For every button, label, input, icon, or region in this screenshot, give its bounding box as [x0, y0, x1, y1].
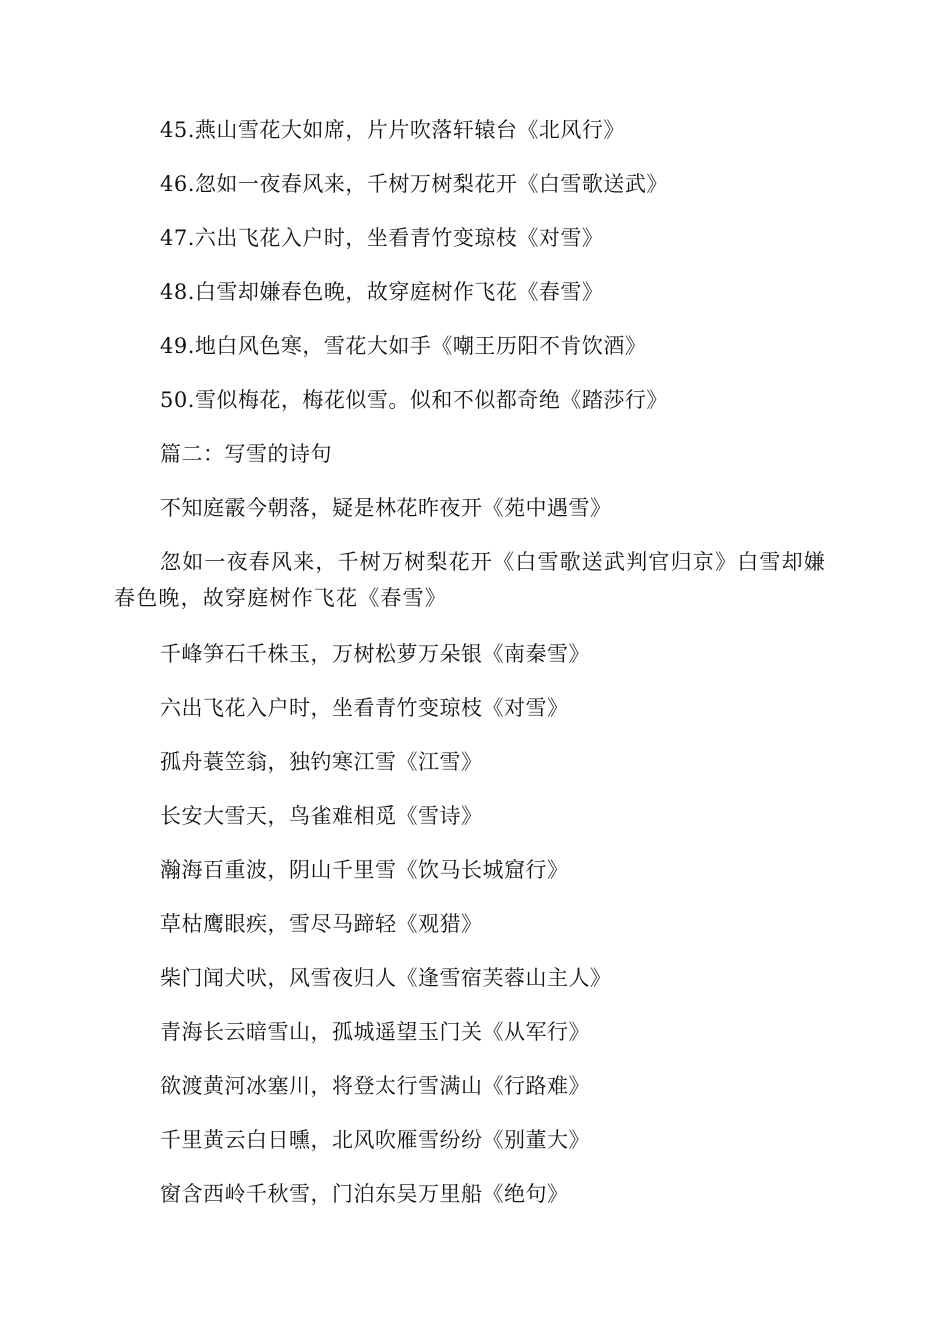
poem-line: 柴门闻犬吠，风雪夜归人《逢雪宿芙蓉山主人》	[160, 966, 612, 990]
poem-line-50: 50.雪似梅花，梅花似雪。似和不似都奇绝《踏莎行》	[160, 388, 668, 412]
poem-line: 不知庭霰今朝落，疑是林花昨夜开《苑中遇雪》	[160, 496, 612, 520]
poem-line: 孤舟蓑笠翁，独钓寒江雪《江雪》	[160, 750, 483, 774]
poem-line: 瀚海百重波，阴山千里雪《饮马长城窟行》	[160, 858, 569, 882]
poem-line-45: 45.燕山雪花大如席，片片吹落轩辕台《北风行》	[160, 118, 625, 142]
poem-line: 青海长云暗雪山，孤城遥望玉门关《从军行》	[160, 1020, 590, 1044]
poem-paragraph-wrapped: 忽如一夜春风来，千树万树梨花开《白雪歌送武判官归京》白雪却嫌春色晚，故穿庭树作飞花《春雪》	[114, 550, 826, 610]
poem-line-47: 47.六出飞花入户时，坐看青竹变琼枝《对雪》	[160, 226, 604, 250]
poem-line: 欲渡黄河冰塞川，将登太行雪满山《行路难》	[160, 1074, 590, 1098]
section-heading: 篇二：写雪的诗句	[160, 442, 332, 466]
poem-line: 长安大雪天，鸟雀难相觅《雪诗》	[160, 804, 483, 828]
poem-line-46: 46.忽如一夜春风来，千树万树梨花开《白雪歌送武》	[160, 172, 668, 196]
poem-line-49: 49.地白风色寒，雪花大如手《嘲王历阳不肯饮酒》	[160, 334, 647, 358]
poem-line: 千峰笋石千株玉，万树松萝万朵银《南秦雪》	[160, 642, 590, 666]
poem-line: 草枯鹰眼疾，雪尽马蹄轻《观猎》	[160, 912, 483, 936]
poem-line-48: 48.白雪却嫌春色晚，故穿庭树作飞花《春雪》	[160, 280, 604, 304]
poem-line: 窗含西岭千秋雪，门泊东吴万里船《绝句》	[160, 1182, 569, 1206]
poem-line: 六出飞花入户时，坐看青竹变琼枝《对雪》	[160, 696, 569, 720]
poem-line: 千里黄云白日曛，北风吹雁雪纷纷《别董大》	[160, 1128, 590, 1152]
